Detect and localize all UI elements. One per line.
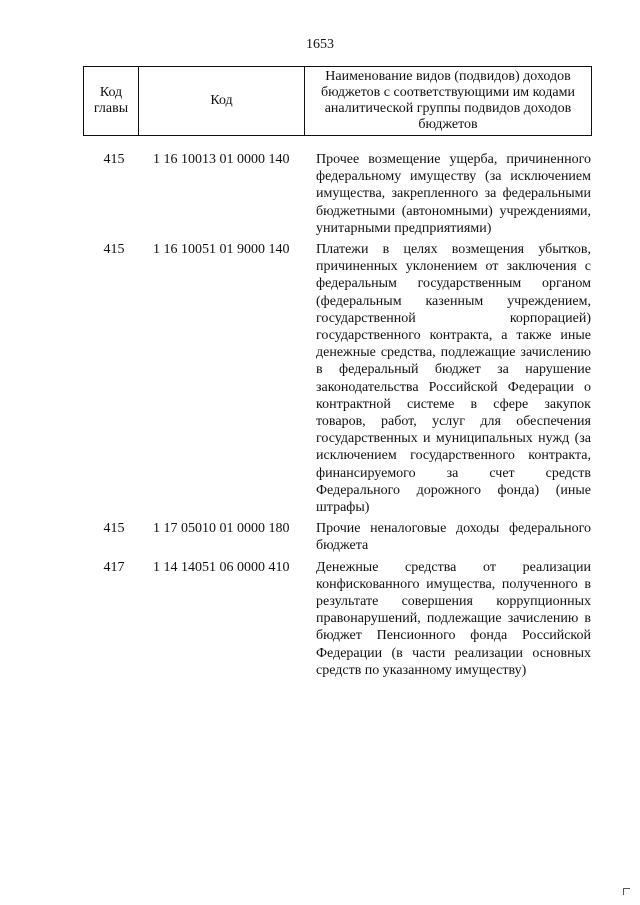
row-name: Прочие неналоговые доходы федерального бюджета [316,521,591,554]
header-cell-head-code: Код главы [84,67,139,136]
page-number: 1653 [306,37,334,52]
row-name: Денежные средства от реализации конфискованного имущества, полученного в результате совершения коррупционных правонарушений, подлежащие зачислению в бюджет Пенсионного фонда Российской Федерации (в части реализации основных средств по указанному имуществу) [316,559,591,678]
row-head-code: 415 [103,152,125,167]
table-row [83,559,591,679]
table-body [83,151,591,683]
table-row [83,151,591,237]
table-header [83,66,592,136]
table-row [83,520,591,554]
scan-corner-mark [623,888,630,895]
row-head-code: 415 [103,521,125,537]
row-code: 1 16 10051 01 9000 140 [153,242,290,258]
row-code: 1 17 05010 01 0000 180 [153,521,290,537]
row-code: 1 16 10013 01 0000 140 [153,152,290,167]
table-row [83,241,591,516]
row-name: Прочее возмещение ущерба, причиненного федеральному имуществу (за исключением имущества, закрепленного за федеральными бюджетными (автономными) учреждениями, унитарными предприятиями) [316,152,591,236]
row-code: 1 14 14051 06 0000 410 [153,559,290,575]
row-head-code: 417 [103,559,125,575]
row-name: Платежи в целях возмещения убытков, причиненных уклонением от заключения с федеральным государственным органом (федеральным казенным учреждением, государственной корпорацией) государственного контракта, а также иные денежные средства, подлежащие зачислению в федеральный бюджет за нарушение законодательства Российской Федерации о контрактной системе в сфере закупок товаров, работ, услуг для обеспечения государственных и муниципальных нужд (за исключением государственного контракта, финансируемого за счет средств Федерального дорожного фонда) (иные штрафы) [316,242,591,516]
header-cell-code: Код [139,67,305,136]
header-cell-name: Наименование видов (подвидов) доходов бюджетов с соответствующими им кодами аналитической группы подвидов доходов бюджетов [305,67,592,136]
row-head-code: 415 [103,242,125,258]
